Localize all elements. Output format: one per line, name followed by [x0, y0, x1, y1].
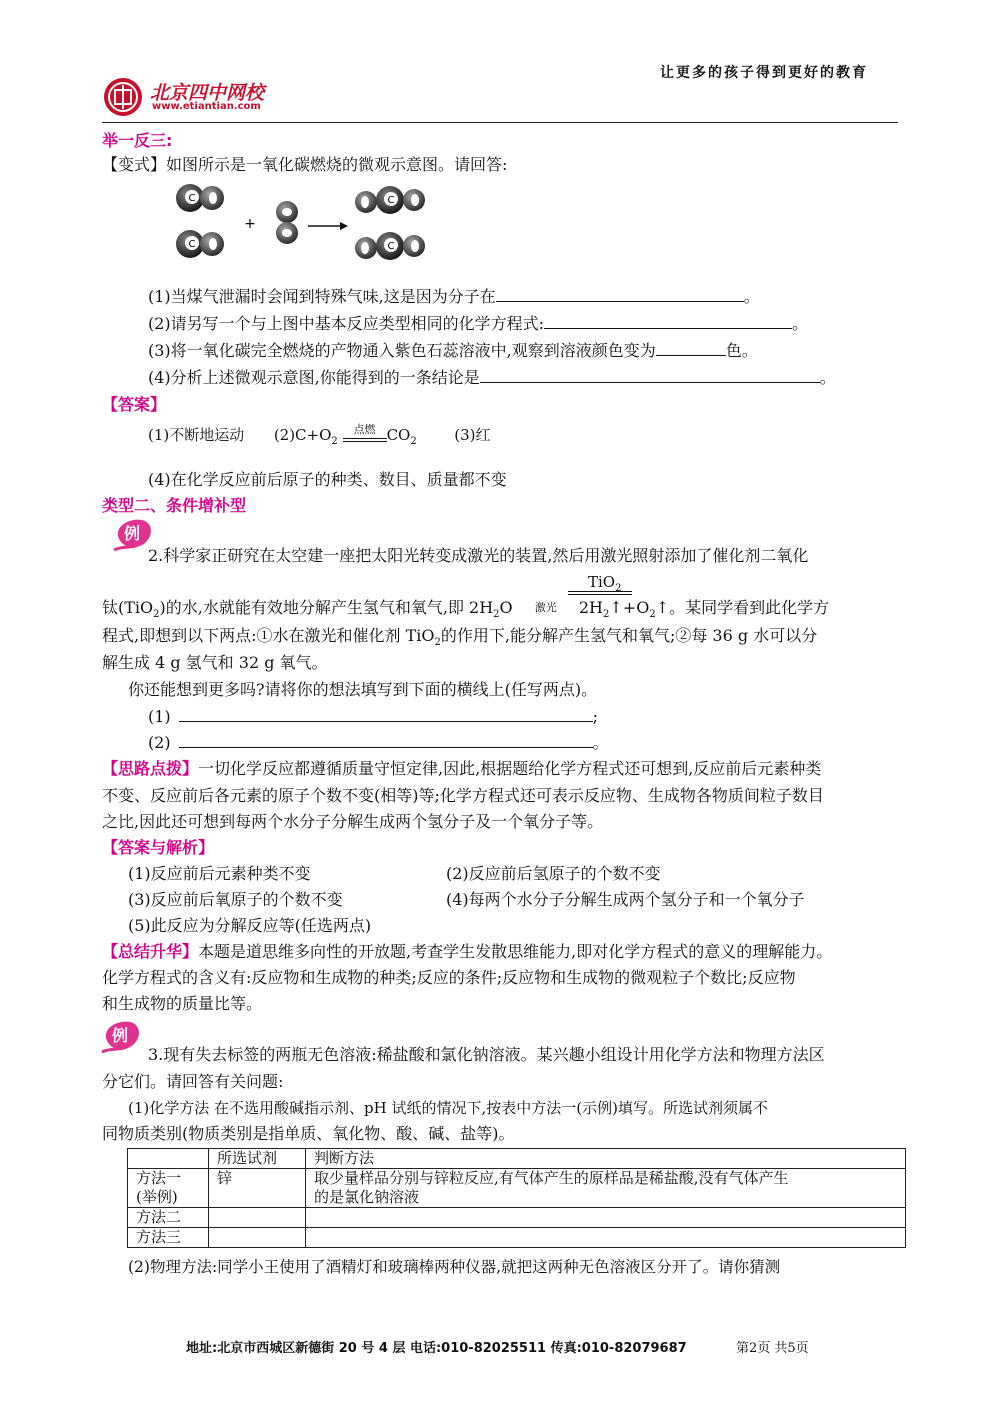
summary-line-1: 【总结升华】本题是道思维多向性的开放题,考查学生发散思维能力,即对化学方程式的意义的理解能力。 [102, 942, 833, 961]
footer-page-number: 第2页 共5页 [736, 1341, 809, 1356]
table-header-cell [128, 1149, 209, 1169]
fill-line-1: (1) ; [148, 707, 599, 726]
reagent-input-cell[interactable] [209, 1208, 306, 1228]
example-2-line-2: 钛(TiO$_2$)的水,水就能有效地分解产生氢气和氧气,即 $2H_2O$ 激光 $2H_2↑+O_2↑$。某同学看到此化学方 [102, 598, 830, 621]
example-3-line-4: 同物质类别(物质类别是指单质、氧化物、酸、碱、盐等)。 [102, 1124, 515, 1143]
catalyst-label: TiO$_2$ [588, 573, 622, 594]
question-4: (4)分析上述微观示意图,你能得到的一条结论是 。 [148, 368, 836, 387]
answer-item-4: (4)每两个水分子分解生成两个氢分子和一个氧分子 [446, 890, 805, 909]
example-3-line-5: (2)物理方法:同学小王使用了酒精灯和玻璃棒两种仪器,就把这两种无色溶液区分开了。请你猜测 [128, 1258, 781, 1276]
answer-label: 【答案】 [102, 395, 167, 414]
table-header-cell: 判断方法 [306, 1149, 906, 1169]
catalyst-equals-top [568, 591, 632, 592]
answer-blank-3[interactable] [656, 341, 726, 356]
answer-line-1: (1)不断地运动 $(2)C+O_2$ 点燃 $CO_2$ (3)红 [148, 423, 491, 447]
answer-item-3: (3)反应前后氧原子的个数不变 [128, 890, 343, 909]
school-logo [102, 76, 282, 118]
question-2: (2)请另写一个与上图中基本反应类型相同的化学方程式: 。 [148, 314, 809, 333]
co2-molecule-2 [355, 232, 425, 260]
hint-line-2: 不变、反应前后各元素的原子个数不变(相等)等;化学方程式还可表示反应物、生成物各物质间粒子数目 [102, 786, 824, 805]
header-slogan: 让更多的孩子得到更好的教育 [660, 65, 868, 81]
method-input-cell[interactable] [306, 1208, 906, 1228]
co-molecule-1 [176, 184, 224, 212]
header-rule [102, 122, 898, 123]
variant-question [102, 154, 507, 176]
svg-text:例: 例 [111, 1026, 129, 1045]
table-row [128, 1208, 906, 1228]
summary-label: 【总结升华】 [102, 942, 199, 961]
example-2-line-1: 2.科学家正研究在太空建一座把太阳光转变成激光的装置,然后用激光照射添加了催化剂二氧化 [148, 546, 809, 565]
table-cell: 方法二 [128, 1208, 209, 1228]
svg-text:C: C [188, 239, 196, 250]
answer-item-2: (2)反应前后氢原子的个数不变 [446, 864, 661, 883]
table-cell: 方法一 (举例) [128, 1169, 209, 1208]
combustion-condition: 点燃 [343, 424, 387, 442]
answer-item-5: (5)此反应为分解反应等(任选两点) [128, 916, 372, 935]
catalyst-equals-bottom [568, 594, 632, 595]
hint-line-3: 之比,因此还可想到每两个水分子分解生成两个氢分子及一个氧分子等。 [102, 812, 604, 831]
table-header-cell: 所选试剂 [209, 1149, 306, 1169]
variant-text: 如图所示是一氧化碳燃烧的微观示意图。请回答: [166, 155, 508, 174]
variant-label: 【变式】 [102, 155, 167, 174]
co-molecule-2 [176, 230, 224, 258]
example-2-line-5: 你还能想到更多吗?请将你的想法填写到下面的横线上(任写两点)。 [128, 680, 598, 699]
example-2-line-3: 程式,即想到以下两点:①水在激光和催化剂 TiO$_2$的作用下,能分解产生氢气和氧气;②每 36 g 水可以分 [102, 626, 818, 649]
table-cell: 锌 [209, 1169, 306, 1208]
footer-address: 地址:北京市西城区新德街 20 号 4 层 电话:010-82025511 传真:010-82079687 [186, 1341, 687, 1356]
example-badge-3 [100, 1018, 144, 1054]
logo-url[interactable]: www.etiantian.com [152, 101, 261, 112]
svg-text:C: C [387, 195, 395, 206]
summary-line-2: 化学方程式的含义有:反应物和生成物的种类;反应的条件;反应物和生成物的微观粒子个数比;反应物 [102, 968, 796, 987]
table-cell: 取少量样品分别与锌粒反应,有气体产生的原样品是稀盐酸,没有气体产生 的是氯化钠溶液 [306, 1169, 906, 1208]
example-3-line-3: (1)化学方法 在不选用酸碱指示剂、pH 试纸的情况下,按表中方法一(示例)填写。所选试剂须属不 [128, 1099, 768, 1117]
co2-molecule-1 [355, 186, 425, 214]
question-1: (1)当煤气泄漏时会闻到特殊气味,这是因为分子在 。 [148, 287, 760, 306]
answer-analysis-label: 【答案与解析】 [102, 838, 215, 857]
example-3-line-1: 3.现有失去标签的两瓶无色溶液:稀盐酸和氯化钠溶液。某兴趣小组设计用化学方法和物理方法区 [148, 1045, 825, 1064]
answer-blank-2[interactable] [544, 314, 792, 329]
table-row [128, 1169, 906, 1208]
example-3-line-2: 分它们。请回答有关问题: [102, 1072, 284, 1091]
method-input-cell[interactable] [306, 1228, 906, 1248]
example-2-line-4: 解生成 4 g 氢气和 32 g 氧气。 [102, 653, 328, 672]
svg-text:C: C [387, 241, 395, 252]
hint-line-1: 【思路点拨】一切化学反应都遵循质量守恒定律,因此,根据题给化学方程式还可想到,反应前后元素种类 [102, 759, 822, 778]
table-row [128, 1228, 906, 1248]
answer-item-1: (1)反应前后元素种类不变 [128, 864, 311, 883]
methods-table [127, 1148, 906, 1248]
summary-line-3: 和生成物的质量比等。 [102, 994, 263, 1013]
section-heading: 举一反三: [102, 131, 173, 150]
table-header-row [128, 1149, 906, 1169]
answer-blank-1[interactable] [496, 287, 744, 302]
type-two-heading: 类型二、条件增补型 [102, 496, 247, 515]
idea-blank-2[interactable] [179, 733, 593, 748]
svg-text:C: C [188, 193, 196, 204]
hint-label: 【思路点拨】 [102, 759, 199, 778]
fill-line-2: (2) 。 [148, 733, 609, 752]
logo-name: 北京四中网校 [150, 82, 265, 104]
reagent-input-cell[interactable] [209, 1228, 306, 1248]
plus-sign: + [244, 216, 256, 232]
co-combustion-diagram [170, 178, 440, 270]
answer-line-4: (4)在化学反应前后原子的种类、数目、质量都不变 [148, 470, 507, 489]
svg-text:例: 例 [123, 524, 141, 543]
question-3: (3)将一氧化碳完全燃烧的产物通入紫色石蕊溶液中,观察到溶液颜色变为 色。 [148, 341, 758, 360]
answer-blank-4[interactable] [480, 368, 820, 383]
logo-emblem-icon [102, 76, 146, 118]
idea-blank-1[interactable] [179, 707, 593, 722]
table-cell: 方法三 [128, 1228, 209, 1248]
o2-molecule [276, 201, 298, 244]
